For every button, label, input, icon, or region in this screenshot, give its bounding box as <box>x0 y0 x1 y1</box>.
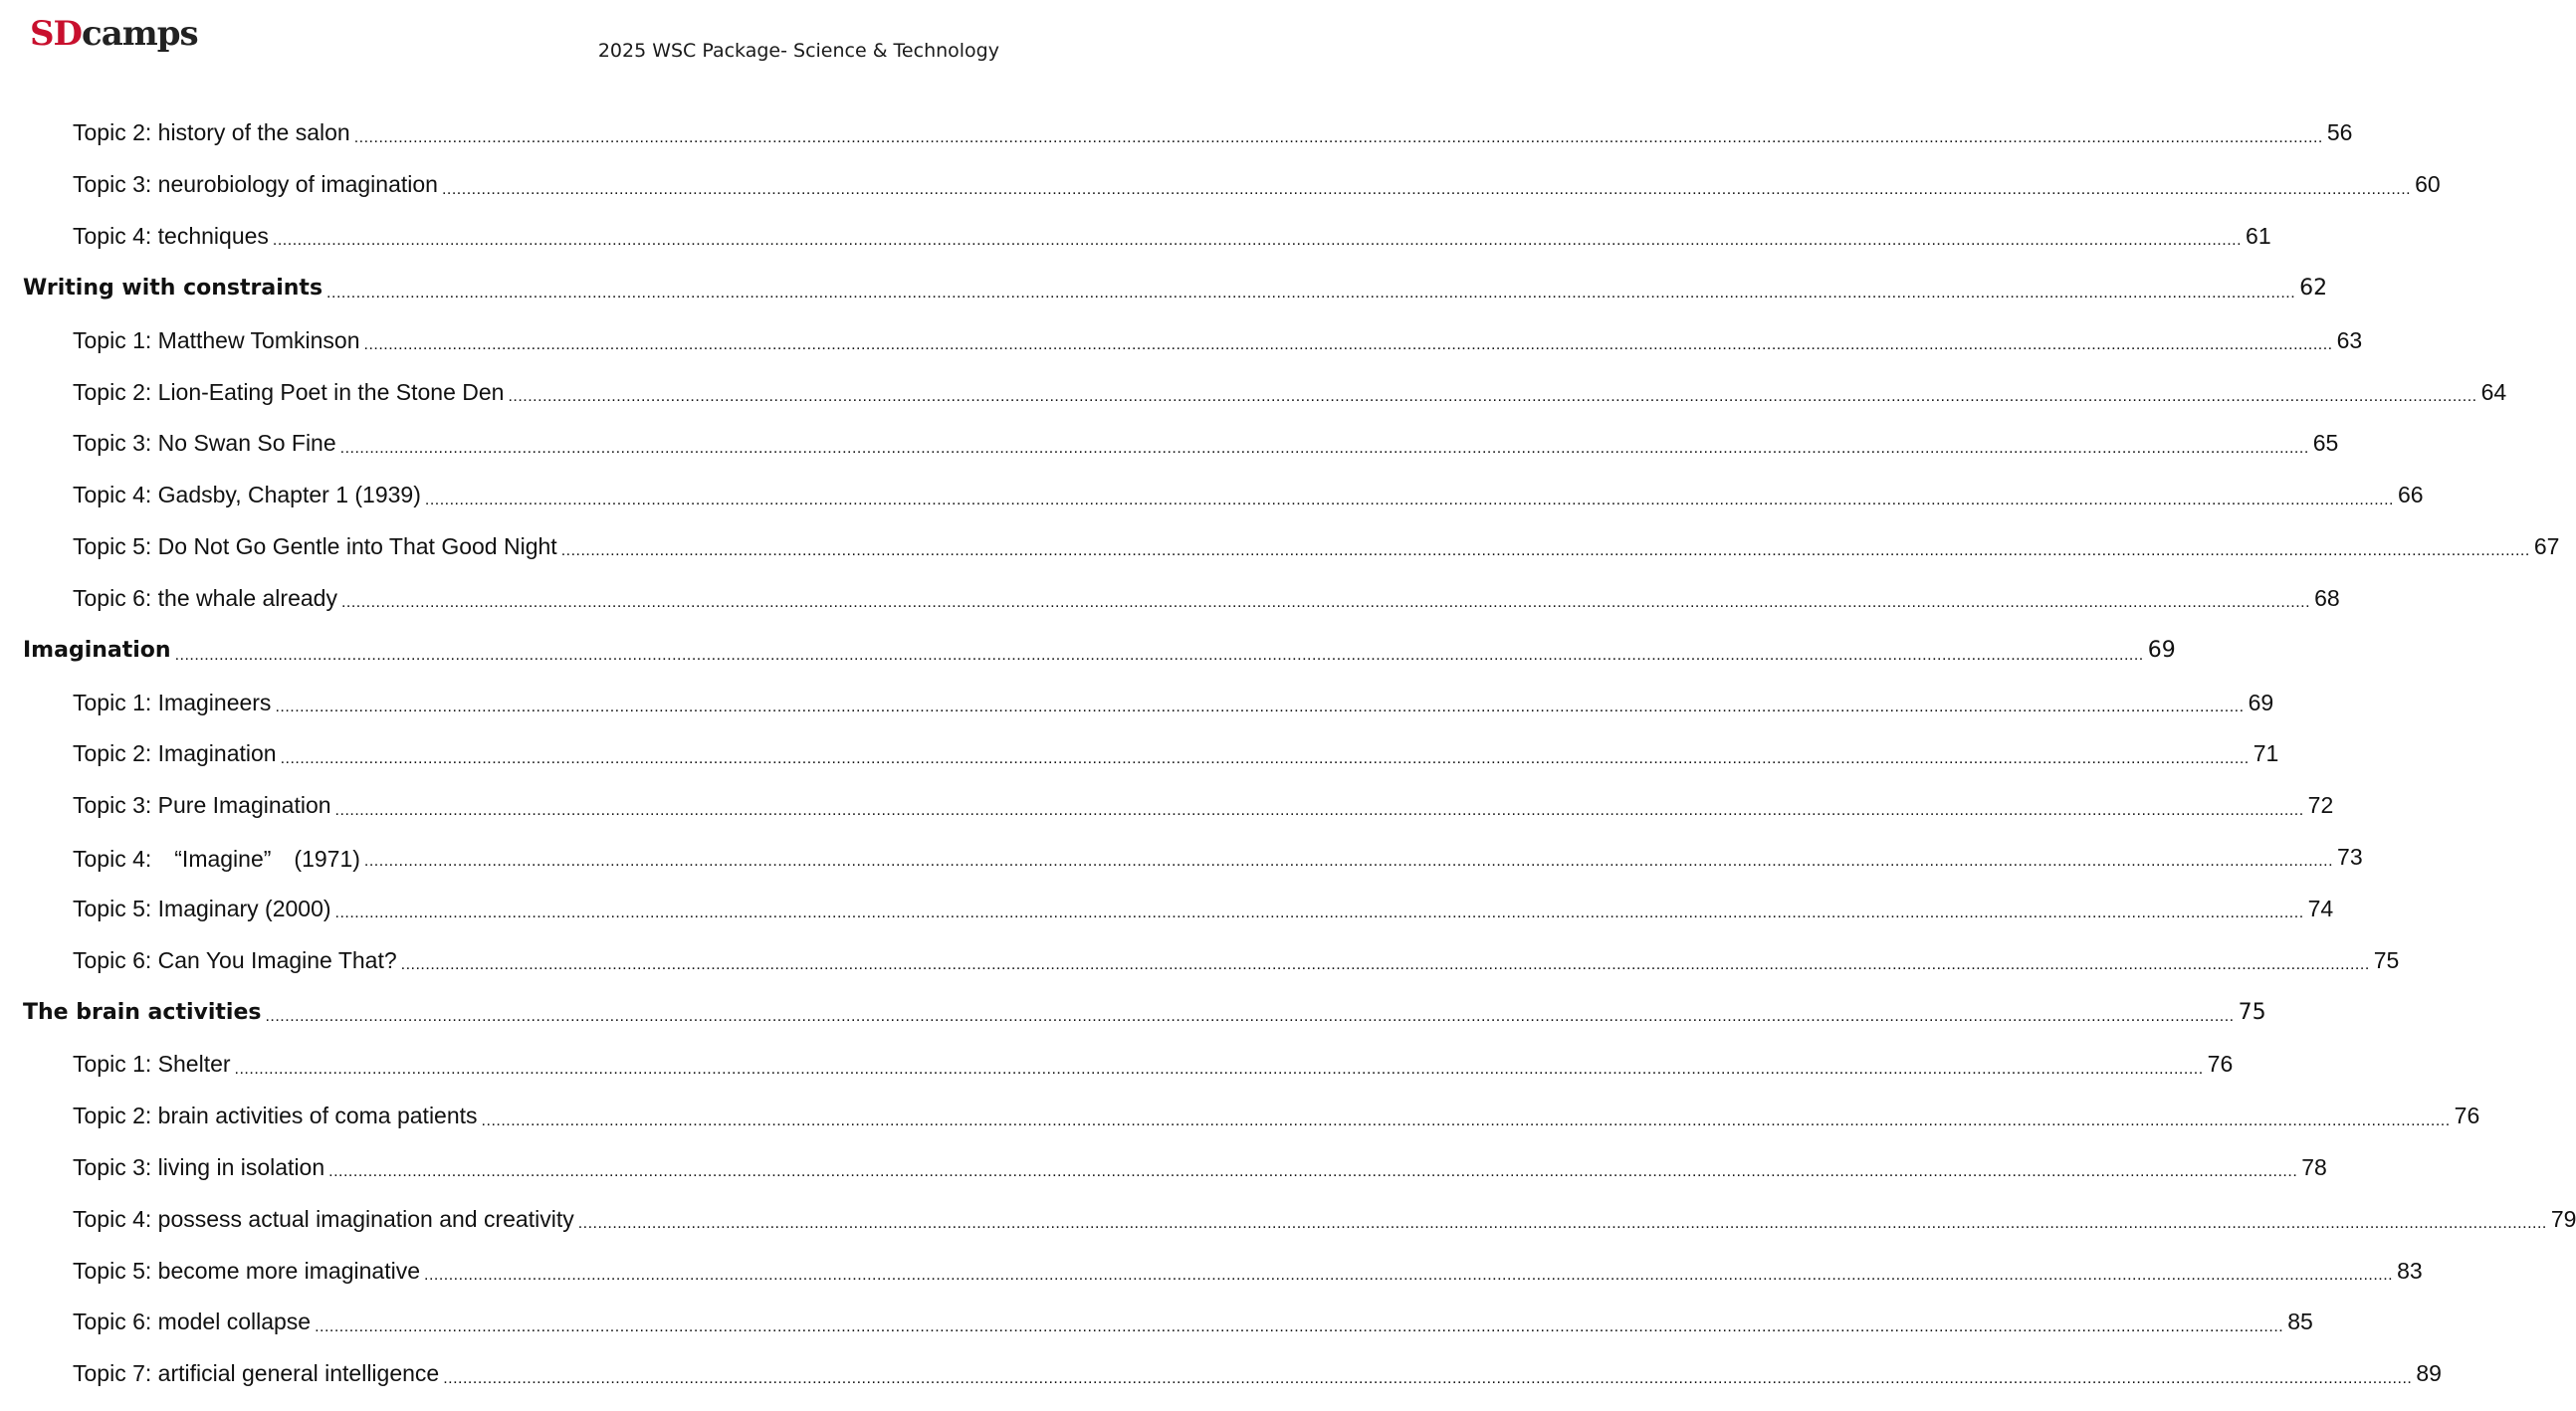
toc-page-number: 67 <box>2533 532 2560 559</box>
toc-topic-entry[interactable] <box>0 1193 2576 1245</box>
toc-section-title: The brain activities <box>23 999 262 1025</box>
toc-topic-entry[interactable] <box>0 572 2340 624</box>
toc-topic-title: Topic 7: artificial general intelligence <box>73 1360 440 1387</box>
dot-leader: ................................................................................................................................................................................................................................................................................................................................................................................................................ <box>280 749 2250 767</box>
toc-page-number: 63 <box>2336 326 2363 353</box>
logo-sd-text: SD <box>30 14 83 54</box>
toc-page-number: 75 <box>2373 946 2400 973</box>
toc-topic-title: Topic 1: Imagineers <box>73 689 272 715</box>
toc-page-number: 61 <box>2246 222 2271 249</box>
toc-page-number: 78 <box>2301 1153 2327 1180</box>
dot-leader: ................................................................................................................................................................................................................................................................................................................................................................................................................ <box>353 128 2323 146</box>
dot-leader: ................................................................................................................................................................................................................................................................................................................................................................................................................ <box>363 336 2333 354</box>
toc-topic-title: Topic 2: brain activities of coma patients <box>73 1103 478 1129</box>
toc-page-number: 73 <box>2337 843 2363 870</box>
package-title: 2025 WSC Package- Science & Technology <box>597 40 999 62</box>
logo-camps-text: camps <box>82 14 198 54</box>
toc-topic-title: Topic 6: the whale already <box>73 584 337 611</box>
toc-topic-title: Topic 3: neurobiology of imagination <box>73 171 438 198</box>
toc-topic-entry[interactable] <box>0 1142 2327 1194</box>
toc-topic-entry[interactable] <box>0 832 2363 884</box>
dot-leader: ................................................................................................................................................................................................................................................................................................................................................................................................................ <box>234 1060 2204 1078</box>
dot-leader: ................................................................................................................................................................................................................................................................................................................................................................................................................ <box>339 439 2309 457</box>
toc-topic-title: Topic 5: Imaginary (2000) <box>73 895 331 921</box>
toc-topic-entry[interactable] <box>0 418 2339 470</box>
dot-leader: ................................................................................................................................................................................................................................................................................................................................................................................................................ <box>334 801 2304 819</box>
toc-topic-entry[interactable] <box>0 107 2353 159</box>
toc-page-number: 71 <box>2253 740 2279 767</box>
toc-page-number: 75 <box>2238 999 2266 1025</box>
toc-section-title: Imagination <box>23 638 171 664</box>
dot-leader: ................................................................................................................................................................................................................................................................................................................................................................................................................ <box>326 284 2296 302</box>
toc-page-number: 79 <box>2550 1205 2576 1232</box>
toc-topic-title: Topic 3: living in isolation <box>73 1153 325 1180</box>
toc-topic-title: Topic 6: model collapse <box>73 1309 312 1335</box>
toc-topic-entry[interactable] <box>0 159 2441 211</box>
toc-page-number: 74 <box>2307 895 2334 921</box>
toc-topic-entry[interactable] <box>0 1297 2313 1348</box>
toc-topic-title: Topic 6: Can You Imagine That? <box>73 946 397 973</box>
toc-page-number: 89 <box>2416 1360 2442 1387</box>
toc-topic-title: Topic 4: possess actual imagination and creativity <box>73 1205 574 1232</box>
dot-leader: ................................................................................................................................................................................................................................................................................................................................................................................................................ <box>272 232 2243 250</box>
dot-leader: ................................................................................................................................................................................................................................................................................................................................................................................................................ <box>508 388 2477 406</box>
toc-topic-title: Topic 1: Shelter <box>73 1051 231 1078</box>
dot-leader: ................................................................................................................................................................................................................................................................................................................................................................................................................ <box>424 491 2394 508</box>
dot-leader: ................................................................................................................................................................................................................................................................................................................................................................................................................ <box>265 1008 2235 1026</box>
toc-page-number: 69 <box>2248 689 2274 715</box>
toc-topic-title: Topic 4: “Imagine” (1971) <box>73 845 360 872</box>
dot-leader: ................................................................................................................................................................................................................................................................................................................................................................................................................ <box>315 1317 2284 1335</box>
toc-page-number: 83 <box>2397 1257 2423 1284</box>
toc-topic-entry[interactable] <box>0 470 2424 521</box>
toc-topic-entry[interactable] <box>0 521 2560 573</box>
toc-page-number: 60 <box>2415 171 2441 198</box>
toc-topic-title: Topic 3: No Swan So Fine <box>73 430 336 457</box>
toc-topic-entry[interactable] <box>0 314 2363 366</box>
toc-section-entry[interactable] <box>0 624 2176 677</box>
toc-page-number: 72 <box>2307 792 2334 819</box>
toc-topic-title: Topic 2: history of the salon <box>73 119 350 146</box>
toc-page-number: 56 <box>2326 119 2353 146</box>
dot-leader: ................................................................................................................................................................................................................................................................................................................................................................................................................ <box>400 956 2370 974</box>
dot-leader: ................................................................................................................................................................................................................................................................................................................................................................................................................ <box>441 180 2412 198</box>
dot-leader: ................................................................................................................................................................................................................................................................................................................................................................................................................ <box>363 853 2334 871</box>
toc-page-number: 68 <box>2314 584 2340 611</box>
toc-topic-entry[interactable] <box>0 1348 2442 1400</box>
toc-topic-entry[interactable] <box>0 728 2279 780</box>
toc-topic-title: Topic 5: Do Not Go Gentle into That Good Night <box>73 532 557 559</box>
dot-leader: ................................................................................................................................................................................................................................................................................................................................................................................................................ <box>275 699 2245 716</box>
toc-page-number: 64 <box>2480 378 2507 405</box>
toc-page-number: 69 <box>2147 638 2176 664</box>
toc-page-number: 65 <box>2312 430 2339 457</box>
toc-topic-title: Topic 3: Pure Imagination <box>73 792 331 819</box>
toc-topic-title: Topic 1: Matthew Tomkinson <box>73 326 360 353</box>
toc-topic-title: Topic 2: Imagination <box>73 740 277 767</box>
toc-topic-title: Topic 5: become more imaginative <box>73 1257 420 1284</box>
toc-topic-entry[interactable] <box>0 1091 2480 1142</box>
dot-leader: ................................................................................................................................................................................................................................................................................................................................................................................................................ <box>481 1111 2451 1129</box>
dot-leader: ................................................................................................................................................................................................................................................................................................................................................................................................................ <box>334 905 2304 922</box>
toc-topic-title: Topic 4: Gadsby, Chapter 1 (1939) <box>73 482 421 508</box>
toc-topic-entry[interactable] <box>0 211 2271 263</box>
toc-topic-entry[interactable] <box>0 1245 2423 1297</box>
toc-page-number: 76 <box>2454 1103 2480 1129</box>
toc-topic-title: Topic 2: Lion-Eating Poet in the Stone Den <box>73 378 505 405</box>
dot-leader: ................................................................................................................................................................................................................................................................................................................................................................................................................ <box>328 1163 2298 1181</box>
dot-leader: ................................................................................................................................................................................................................................................................................................................................................................................................................ <box>443 1369 2413 1387</box>
dot-leader: ................................................................................................................................................................................................................................................................................................................................................................................................................ <box>577 1215 2547 1233</box>
toc-topic-entry[interactable] <box>0 883 2334 934</box>
dot-leader: ................................................................................................................................................................................................................................................................................................................................................................................................................ <box>340 594 2311 612</box>
toc-page-number: 62 <box>2299 276 2328 302</box>
toc-topic-title: Topic 4: techniques <box>73 222 269 249</box>
toc-section-entry[interactable] <box>0 986 2266 1039</box>
dot-leader: ................................................................................................................................................................................................................................................................................................................................................................................................................ <box>560 542 2530 560</box>
toc-section-entry[interactable] <box>0 262 2328 314</box>
toc-page-number: 66 <box>2398 482 2424 508</box>
toc-page-number: 85 <box>2287 1309 2313 1335</box>
dot-leader: ................................................................................................................................................................................................................................................................................................................................................................................................................ <box>174 646 2144 664</box>
table-of-contents <box>0 107 2576 1400</box>
toc-topic-entry[interactable] <box>0 780 2334 832</box>
dot-leader: ................................................................................................................................................................................................................................................................................................................................................................................................................ <box>424 1267 2394 1285</box>
toc-topic-entry[interactable] <box>0 677 2274 728</box>
toc-section-title: Writing with constraints <box>23 276 323 302</box>
toc-page-number: 76 <box>2207 1051 2234 1078</box>
toc-topic-entry[interactable] <box>0 1039 2234 1091</box>
sdcamps-logo <box>30 10 198 58</box>
toc-topic-entry[interactable] <box>0 934 2400 986</box>
toc-topic-entry[interactable] <box>0 366 2507 418</box>
